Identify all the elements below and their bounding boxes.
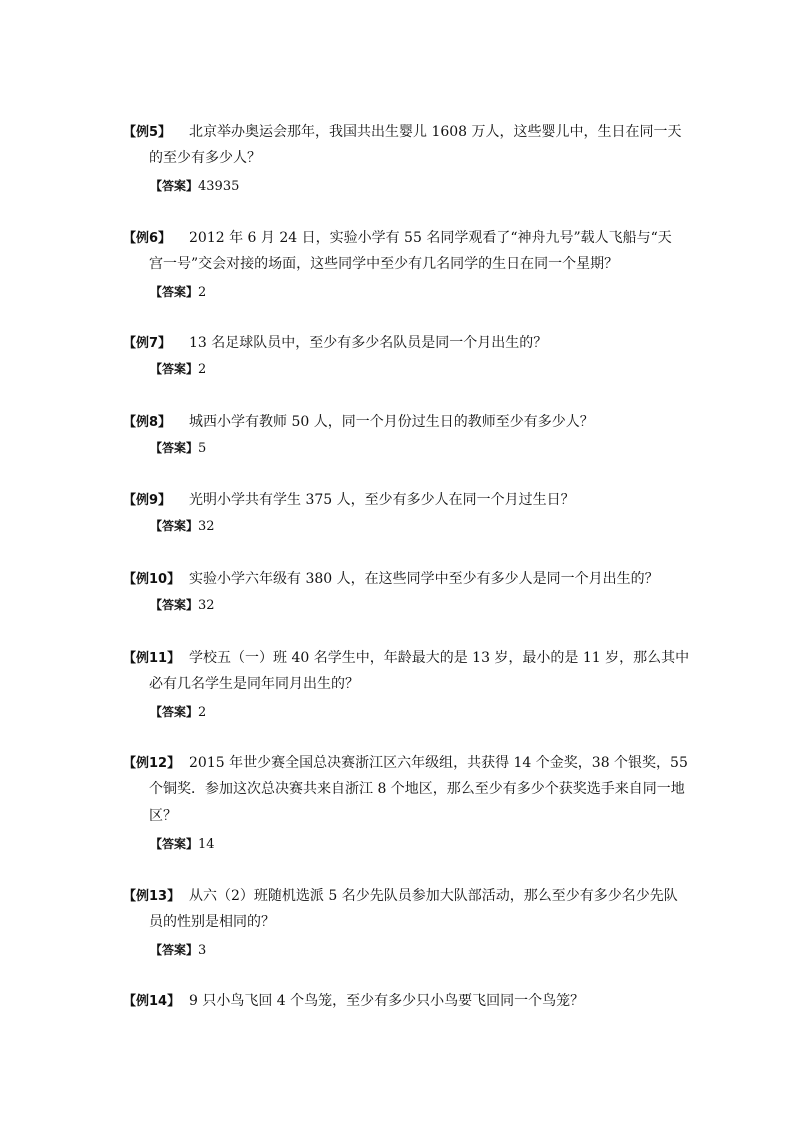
answer [150,596,215,613]
problem-label: 【例6】 [123,231,172,246]
problem-text-line: 北京举办奥运会那年，我国共出生婴儿 1608 万人，这些婴儿中，生日在同一天 [189,124,682,140]
problem-text-line: 宫一号”交会对接的场面，这些同学中至少有几名同学的生日在同一个星期？ [149,256,619,272]
answer-value: 14 [198,837,215,852]
problem-label: 【例8】 [123,415,172,430]
answer-label: 【答案】 [150,441,199,455]
problem-text-line: 个铜奖．参加这次总决赛共来自浙江 8 个地区，那么至少有多少个获奖选手来自同一地 [149,781,685,797]
problem-label: 【例10】 [123,572,181,587]
problem-label: 【例13】 [123,889,181,904]
answer-label: 【答案】 [150,705,199,719]
answer [150,283,206,300]
problem-label: 【例9】 [123,493,172,508]
answer [150,177,239,194]
problem-text-line: 从六（2）班随机选派 5 名少先队员参加大队部活动，那么至少有多少名少先队 [189,888,678,904]
answer [150,703,206,720]
problem-text-line: 光明小学共有学生 375 人，至少有多少人在同一个月过生日？ [189,492,575,508]
answer-value: 32 [198,519,215,534]
problem-text-line: 9 只小鸟飞回 4 个鸟笼，至少有多少只小鸟要飞回同一个鸟笼？ [189,993,585,1009]
answer-value: 32 [198,598,215,613]
answer-label: 【答案】 [150,837,199,851]
problem-text-line: 城西小学有教师 50 人，同一个月份过生日的教师至少有多少人？ [189,414,594,430]
answer-value: 43935 [198,179,240,194]
answer-value: 2 [198,362,207,377]
answer-label: 【答案】 [150,179,199,193]
answer-value: 2 [198,285,207,300]
answer-value: 3 [198,943,207,958]
problem-text-line: 学校五（一）班 40 名学生中，年龄最大的是 13 岁，最小的是 11 岁，那么其中 [189,650,690,666]
answer-label: 【答案】 [150,285,199,299]
answer [150,360,206,377]
problem-text-line: 员的性别是相同的？ [149,914,275,930]
answer-label: 【答案】 [150,943,199,957]
answer-label: 【答案】 [150,598,199,612]
answer-label: 【答案】 [150,519,199,533]
answer [150,941,206,958]
problem-text-line: 必有几名学生是同年同月出生的？ [149,676,359,692]
problem-text-line: 2012 年 6 月 24 日，实验小学有 55 名同学观看了“神舟九号”载人飞船与“天 [189,230,672,246]
answer-label: 【答案】 [150,362,199,376]
answer [150,517,215,534]
problem-text-line: 的至少有多少人？ [149,150,261,166]
problem-text-line: 实验小学六年级有 380 人，在这些同学中至少有多少人是同一个月出生的？ [189,571,659,587]
problem-label: 【例11】 [123,651,181,666]
problem-label: 【例14】 [123,994,181,1009]
answer-value: 2 [198,705,207,720]
problem-label: 【例5】 [123,125,172,140]
problem-label: 【例7】 [123,336,172,351]
problem-text-line: 区？ [149,808,177,824]
answer [150,439,206,456]
problem-label: 【例12】 [123,756,181,771]
problem-text-line: 2015 年世少赛全国总决赛浙江区六年级组，共获得 14 个金奖，38 个银奖，55 [189,755,688,771]
problem-text-line: 13 名足球队员中，至少有多少名队员是同一个月出生的？ [189,335,548,351]
answer-value: 5 [198,441,207,456]
answer [150,835,215,852]
